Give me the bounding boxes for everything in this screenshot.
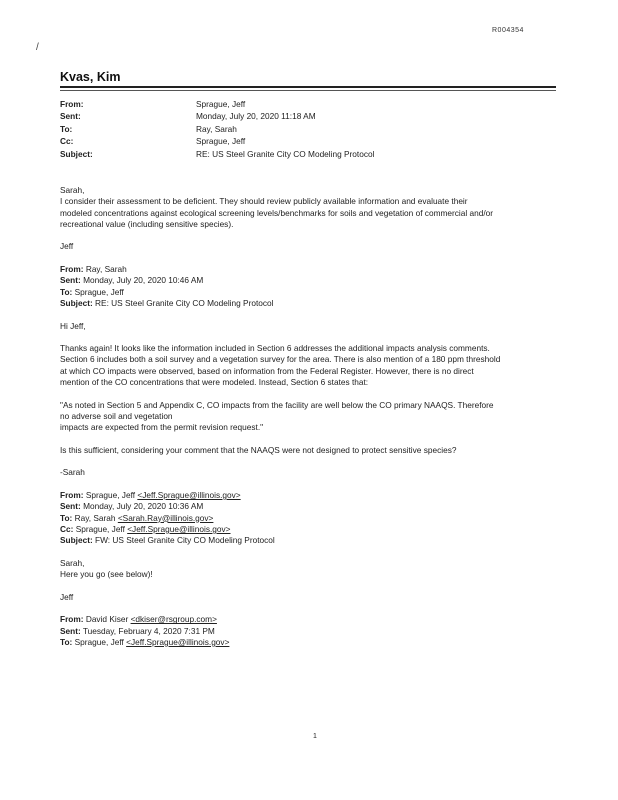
signature: Jeff bbox=[60, 241, 74, 252]
header-label: Sent: bbox=[60, 111, 81, 122]
body-line: Section 6 includes both a soil survey and a vegetation survey for the area. There is also mention of a 180 ppm threshold bbox=[60, 354, 501, 365]
body-line: mention of the CO concentrations that were modeled. Instead, Section 6 states that: bbox=[60, 377, 369, 388]
body-line: Thanks again! It looks like the information included in Section 6 addresses the additional impacts analysis comments. bbox=[60, 343, 490, 354]
label: Cc: bbox=[60, 523, 74, 534]
value: Tuesday, February 4, 2020 7:31 PM bbox=[82, 625, 215, 636]
quoted-to bbox=[60, 638, 556, 649]
body-line: at which CO impacts were observed, based on information from the Federal Register. However, there is no direct bbox=[60, 365, 474, 376]
value: Sprague, Jeff bbox=[75, 523, 128, 534]
value: Sprague, Jeff bbox=[74, 636, 127, 647]
header-label: Cc: bbox=[60, 136, 74, 147]
header-rule bbox=[60, 86, 556, 88]
label: From: bbox=[60, 614, 84, 625]
handwritten-mark: / bbox=[36, 42, 39, 53]
label: From: bbox=[60, 264, 84, 275]
header-label: From: bbox=[60, 99, 84, 109]
quote-line: "As noted in Section 5 and Appendix C, CO impacts from the facility are well below the CO primary NAAQS. Therefore bbox=[60, 399, 494, 410]
body-line: recreational value (including sensitive species). bbox=[60, 218, 234, 229]
header-label: To: bbox=[60, 123, 73, 134]
value: Sprague, Jeff bbox=[85, 490, 138, 501]
value: Sprague, Jeff bbox=[74, 286, 124, 297]
greeting: Hi Jeff, bbox=[60, 320, 86, 331]
quoted-subject bbox=[60, 536, 556, 547]
email-header bbox=[60, 100, 556, 162]
header-rule-thin bbox=[60, 90, 556, 91]
greeting: Sarah, bbox=[60, 557, 85, 568]
bates-number: R004354 bbox=[492, 27, 524, 34]
header-label: Subject: bbox=[60, 148, 93, 159]
header-value: RE: US Steel Granite City CO Modeling Protocol bbox=[196, 148, 375, 159]
label: Sent: bbox=[60, 275, 81, 286]
header-subject-row bbox=[60, 150, 556, 162]
page-number: 1 bbox=[313, 733, 317, 740]
value: Ray, Sarah bbox=[74, 512, 118, 523]
quote-line: no adverse soil and vegetation bbox=[60, 410, 173, 421]
quoted-sent bbox=[60, 276, 556, 287]
body-line: Here you go (see below)! bbox=[60, 569, 153, 580]
value: FW: US Steel Granite City CO Modeling Protocol bbox=[95, 535, 275, 546]
header-sent-row bbox=[60, 112, 556, 124]
label: To: bbox=[60, 512, 73, 523]
value: Ray, Sarah bbox=[85, 264, 127, 275]
mailbox-owner: Kvas, Kim bbox=[60, 70, 121, 84]
label: To: bbox=[60, 636, 73, 647]
label: Sent: bbox=[60, 625, 81, 636]
quoted-subject bbox=[60, 299, 556, 310]
header-value: Ray, Sarah bbox=[196, 123, 237, 134]
label: To: bbox=[60, 286, 73, 297]
email-link[interactable]: <Sarah.Ray@illinois.gov> bbox=[117, 512, 214, 523]
value: Monday, July 20, 2020 10:36 AM bbox=[83, 501, 204, 512]
signature: Jeff bbox=[60, 591, 74, 602]
email-link[interactable]: <Jeff.Sprague@illinois.gov> bbox=[137, 490, 241, 501]
label: Sent: bbox=[60, 501, 81, 512]
quote-line: impacts are expected from the permit revision request." bbox=[60, 422, 264, 433]
email-link[interactable]: <Jeff.Sprague@illinois.gov> bbox=[126, 636, 230, 647]
header-value: Sprague, Jeff bbox=[196, 99, 246, 109]
label: From: bbox=[60, 490, 84, 501]
label: Subject: bbox=[60, 297, 93, 308]
greeting: Sarah, bbox=[60, 185, 85, 195]
body-line: modeled concentrations against ecological screening levels/benchmarks for soils and vegetation of commercial and/or bbox=[60, 207, 494, 218]
value: David Kiser bbox=[85, 614, 131, 625]
signature: -Sarah bbox=[60, 467, 85, 478]
email-link[interactable]: <dkiser@rsgroup.com> bbox=[130, 614, 217, 625]
body-line: Is this sufficient, considering your comment that the NAAQS were not designed to protect sensitive species? bbox=[60, 444, 457, 455]
header-to-row bbox=[60, 125, 556, 137]
value: RE: US Steel Granite City CO Modeling Protocol bbox=[95, 297, 274, 308]
body-line: I consider their assessment to be deficient. They should review publicly available information and evaluate their bbox=[60, 196, 468, 207]
email-link[interactable]: <Jeff.Sprague@illinois.gov> bbox=[127, 523, 231, 534]
header-cc-row bbox=[60, 137, 556, 149]
header-value: Sprague, Jeff bbox=[196, 136, 246, 147]
email-body bbox=[60, 186, 556, 649]
value: Monday, July 20, 2020 10:46 AM bbox=[83, 275, 204, 286]
label: Subject: bbox=[60, 535, 93, 546]
header-value: Monday, July 20, 2020 11:18 AM bbox=[196, 111, 316, 122]
